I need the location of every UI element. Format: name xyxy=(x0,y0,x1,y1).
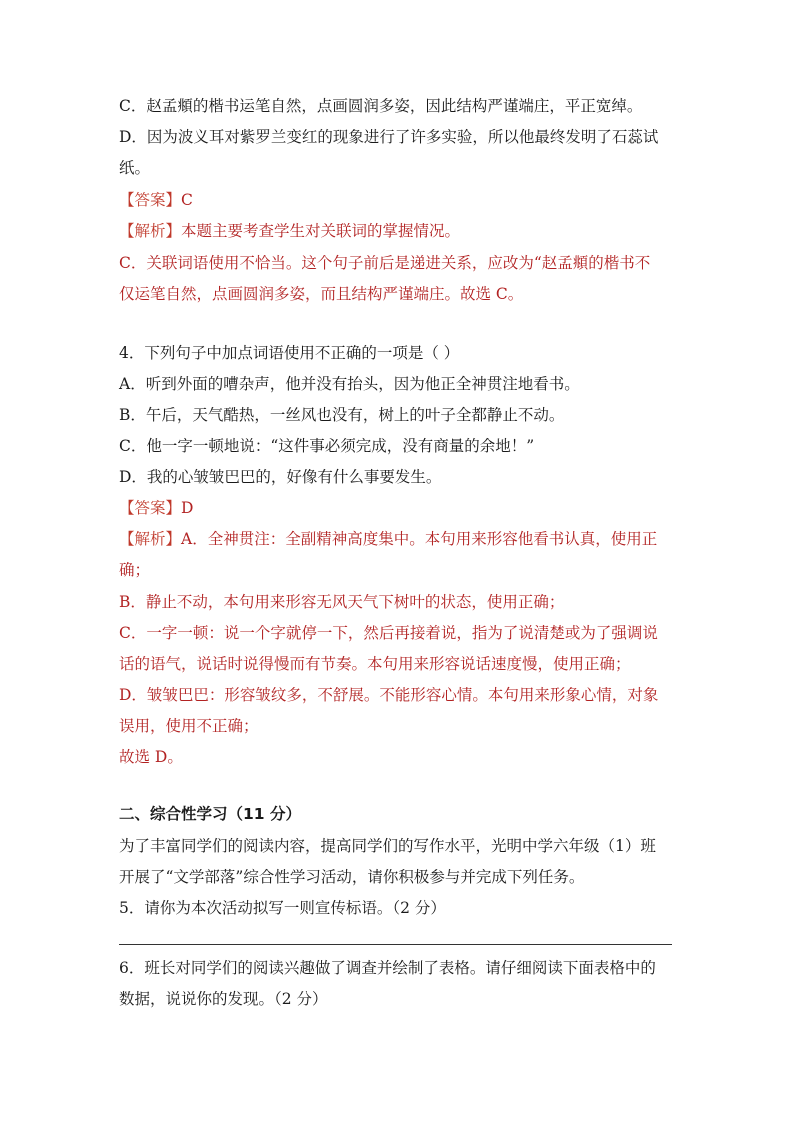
q3-analysis-line1 xyxy=(119,221,679,241)
q4-option-a: A．听到外面的嘈杂声，他并没有抬头，因为他正全神贯注地看书。 xyxy=(119,375,580,393)
q4-option-d: D．我的心皱皱巴巴的，好像有什么事要发生。 xyxy=(119,468,442,486)
q4-analysis-line6: D．皱皱巴巴：形容皱纹多，不舒展。不能形容心情。本句用来形象心情，对象 xyxy=(119,686,659,704)
q4-analysis-line5: 话的语气，说话时说得慢而有节奏。本句用来形容说话速度慢，使用正确； xyxy=(119,655,631,673)
q3-answer-line xyxy=(119,190,679,210)
q4-option-b: B．午后，天气酷热，一丝风也没有，树上的叶子全都静止不动。 xyxy=(119,406,565,424)
answer-blank-line[interactable] xyxy=(119,944,672,945)
q4-answer-value: D xyxy=(181,499,194,517)
q3-answer-value: C xyxy=(181,191,193,209)
q4-analysis-line7: 误用，使用不正确； xyxy=(119,717,259,735)
q3-analysis-line2: C．关联词语使用不恰当。这个句子前后是递进关系，应改为“赵孟頫的楷书不 xyxy=(119,254,651,272)
q4-option-c: C．他一字一顿地说：“这件事必须完成，没有商量的余地！” xyxy=(119,437,535,455)
q4-analysis-text: A．全神贯注：全副精神高度集中。本句用来形容他看书认真，使用正 xyxy=(181,530,658,548)
q4-analysis-line4: C．一字一顿：说一个字就停一下，然后再接着说，指为了说清楚或为了强调说 xyxy=(119,624,658,642)
q4-analysis-line2: 确； xyxy=(119,561,151,579)
q4-answer-line xyxy=(119,498,679,518)
analysis-tag: 【解析】 xyxy=(119,530,182,548)
q3-option-c: C．赵孟頫的楷书运笔自然，点画圆润多姿，因此结构严谨端庄，平正宽绰。 xyxy=(119,97,643,115)
answer-tag: 【答案】 xyxy=(119,191,182,209)
q4-analysis-line3: B．静止不动，本句用来形容无风天气下树叶的状态，使用正确； xyxy=(119,593,565,611)
section-intro-line1: 为了丰富同学们的阅读内容，提高同学们的写作水平，光明中学六年级（1）班 xyxy=(119,837,656,855)
q6-prompt-line1: 6．班长对同学们的阅读兴趣做了调查并绘制了表格。请仔细阅读下面表格中的 xyxy=(119,959,656,977)
q4-analysis-line1 xyxy=(119,529,679,549)
q3-option-d-line2: 纸。 xyxy=(119,159,151,177)
section-heading: 二、综合性学习（11 分） xyxy=(119,805,301,823)
q3-analysis-text: 本题主要考查学生对关联词的掌握情况。 xyxy=(181,222,461,240)
analysis-tag: 【解析】 xyxy=(119,222,182,240)
q6-prompt-line2: 数据，说说你的发现。（2 分） xyxy=(119,990,328,1008)
q4-analysis-line8: 故选 D。 xyxy=(119,748,183,766)
q5-prompt: 5．请你为本次活动拟写一则宣传标语。（2 分） xyxy=(119,899,446,917)
q3-analysis-line3: 仅运笔自然，点画圆润多姿，而且结构严谨端庄。故选 C。 xyxy=(119,285,524,303)
section-intro-line2: 开展了“文学部落”综合性学习活动，请你积极参与并完成下列任务。 xyxy=(119,868,585,886)
q4-stem: 4．下列句子中加点词语使用不正确的一项是（ ） xyxy=(119,344,460,362)
answer-tag: 【答案】 xyxy=(119,499,182,517)
q3-option-d-line1: D．因为波义耳对紫罗兰变红的现象进行了许多实验，所以他最终发明了石蕊试 xyxy=(119,128,659,146)
